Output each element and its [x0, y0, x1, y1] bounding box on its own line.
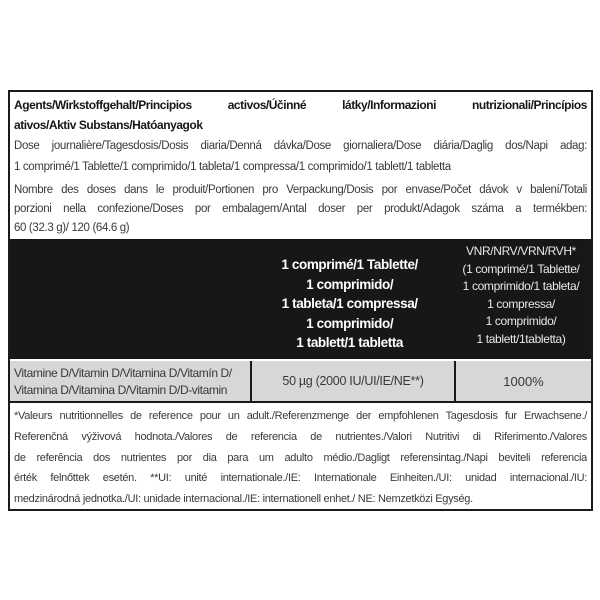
- footnote-line: de referência dos nutrientes por dia para um adulto médio./Dagligt referensintag./Napi beviteli referencia: [14, 451, 587, 464]
- doses-per-pack-count: 60 (32.3 g)/ 120 (64.6 g): [14, 222, 130, 234]
- section-daily-dose: [10, 136, 591, 181]
- daily-dose-line: 1 comprimé/1 Tablette/1 comprimido/1 tableta/1 compressa/1 comprimido/1 tablett/1 tabletta: [14, 161, 451, 173]
- footnote-line: medzinárodná jednotka./UI: unidade internacional./IE: internationell enhet./ NE: Nemzetközi Egység.: [14, 493, 473, 506]
- doses-per-pack-line: Nombre des doses dans le produit/Portionen pro Verpackung/Dosis por envase/Počet dávok v balení/Totali: [14, 184, 587, 196]
- band-nrv-line: 1 comprimido/1 tableta/: [462, 279, 580, 293]
- band-dose-line: 1 comprimido/: [306, 276, 394, 292]
- footnote-line: *Valeurs nutritionnelles de reference pour un adult./Referenzmenge der empfohlenen Tagesdosis fur Erwachsene./: [14, 410, 587, 422]
- footnote-line: érték felnőttek esetén. **UI: unité internationale./IE: Internationale Einheiten./UI: unidad internacional./IU:: [14, 472, 587, 485]
- band-nrv-line: 1 compressa/: [487, 296, 555, 311]
- table-header-band: [10, 239, 591, 359]
- vitamin-d-name-line: Vitamine D/Vitamin D/Vitamina D/Vitamín D/: [14, 366, 232, 380]
- vitamin-d-name-line: Vitamina D/Vitamina D/Vitamin D/D-vitamin: [14, 383, 228, 397]
- section-doses-per-pack: [10, 181, 591, 239]
- band-dose-line: 1 comprimé/1 Tablette/: [281, 257, 418, 272]
- band-dose-line: 1 tablett/1 tabletta: [296, 335, 404, 350]
- band-nrv-line: 1 comprimido/: [485, 314, 557, 328]
- vitamin-d-nrv-cell: 1000%: [454, 361, 591, 401]
- band-nrv-header: [451, 239, 591, 359]
- band-nrv-line: (1 comprimé/1 Tablette/: [462, 261, 580, 276]
- footnote-line: Referenčná výživová hodnota./Valores de referencia de nutrientes./Valori Nutritivi di Riferimento./Valores: [14, 430, 587, 443]
- agents-heading-line: Agents/Wirkstoffgehalt/Principios activos/Účinné látky/Informazioni nutrizionali/Princípios: [14, 98, 587, 112]
- band-nrv-line: 1 tablett/1tabletta): [476, 331, 566, 346]
- footnote: [10, 403, 591, 510]
- doses-per-pack-line: porzioni nella confezione/Doses por embalagem/Antal doser per produkt/Adagok száma a termékben:: [14, 203, 587, 215]
- daily-dose-line: Dose journalière/Tagesdosis/Dosis diaria/Denná dávka/Dose giornaliera/Dose diária/Daglig dos/Napi adag:: [14, 140, 587, 152]
- vitamin-d-name-cell: [10, 361, 250, 401]
- band-dose-line: 1 tableta/1 compressa/: [281, 296, 418, 311]
- band-empty-cell: [10, 239, 248, 359]
- agents-heading-line: ativos/Aktiv Substans/Hatóanyagok: [14, 118, 203, 132]
- vitamin-d-row: [10, 359, 591, 403]
- band-dose-line: 1 comprimido/: [306, 315, 394, 331]
- band-nrv-line: VNR/NRV/VRN/RVH*: [465, 244, 576, 258]
- section-active-agents: [10, 92, 591, 136]
- band-dose-header: [248, 239, 451, 359]
- nutrition-facts-table: [8, 90, 593, 511]
- vitamin-d-amount-cell: 50 µg (2000 IU/UI/IE/NE**): [250, 361, 454, 401]
